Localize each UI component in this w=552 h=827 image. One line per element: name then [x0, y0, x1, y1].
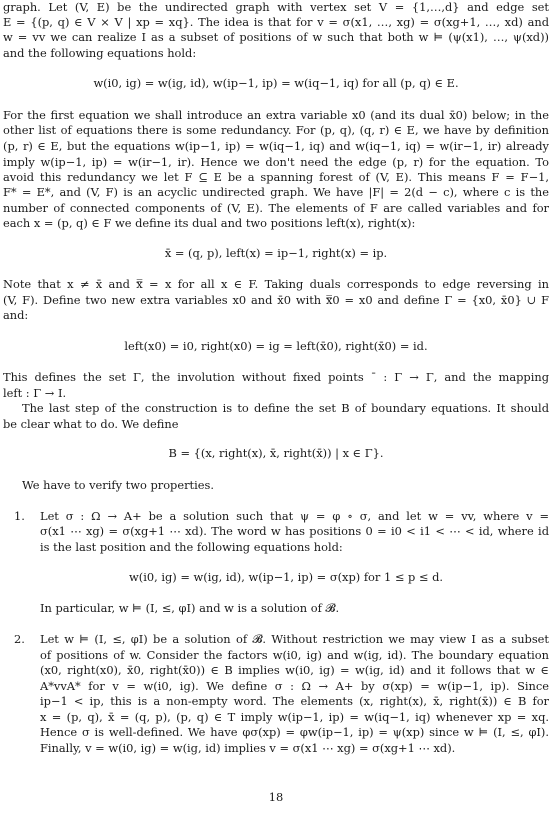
paragraph-line: The last step of the construction is to define the set B of boundary equations. It should — [22, 401, 549, 415]
list-item-line: In particular, w ⊨ (I, ≤, φI) and w is a solution of 𝓑. — [40, 601, 340, 615]
paragraph-line: left : Γ → I. — [3, 386, 67, 400]
paragraph-line: be clear what to do. We define — [3, 417, 179, 431]
paragraph-line: (p, r) ∈ E, but the equations w(ip−1, ip) = w(iq−1, iq) and w(iq−1, iq) = w(ir−1, ir) already — [3, 139, 549, 153]
list-item-line: Let σ : Ω → A+ be a solution such that ψ = φ ∘ σ, and let w = vv, where v = — [40, 509, 549, 523]
paragraph-line: F* = E*, and (V, F) is an acyclic undirected graph. We have |F| = 2(d − c), where c is the — [3, 185, 549, 199]
display-equation: x̄ = (q, p), left(x) = ip−1, right(x) = ip. — [164, 246, 388, 260]
paragraph-line: imply w(ip−1, ip) = w(ir−1, ir). Hence we don't need the edge (p, r) for the equation. To — [3, 155, 549, 169]
list-item-line: (x0, right(x0), x̄0, right(x̄0)) ∈ B implies w(i0, ig) = w(ig, id) and it follows that w ∈ — [40, 663, 549, 677]
display-equation: w(i0, ig) = w(ig, id), w(ip−1, ip) = σ(xp) for 1 ≤ p ≤ d. — [129, 570, 443, 584]
paragraph-line: w = vv we can realize I as a subset of positions of w such that both w ⊨ (ψ(x1), …, ψ(xd)) — [3, 30, 549, 44]
paragraph-line: E = {(p, q) ∈ V × V | xp = xq}. The idea is that for v = σ(x1, …, xg) = σ(xg+1, …, xd) and — [3, 15, 549, 29]
list-item-line: σ(x1 ⋯ xg) = σ(xg+1 ⋯ xd). The word w has positions 0 = i0 < i1 < ⋯ < id, where id — [40, 524, 549, 538]
list-item-line: ip−1 < ip, this is a non-empty word. The elements (x, right(x), x̄, right(x̄)) ∈ B for — [40, 694, 549, 708]
paragraph-line: (V, F). Define two new extra variables x0 and x̄0 with x̿0 = x0 and define Γ = {x0, x̄0} ∪ F — [3, 293, 549, 307]
list-item-line: of positions of w. Consider the factors w(i0, ig) and w(ig, id). The boundary equation — [40, 648, 549, 662]
list-item-number: 2. — [14, 632, 25, 646]
paragraph-line: number of connected components of (V, E). The elements of F are called variables and for — [3, 201, 549, 215]
paragraph-line: each x = (p, q) ∈ F we define its dual and two positions left(x), right(x): — [3, 216, 416, 230]
display-equation: B = {(x, right(x), x̄, right(x̄)) | x ∈ Γ}. — [168, 446, 384, 460]
paragraph-line: We have to verify two properties. — [22, 478, 214, 492]
list-item-line: Finally, v = w(i0, ig) = w(ig, id) implies v = σ(x1 ⋯ xg) = σ(xg+1 ⋯ xd). — [40, 741, 456, 755]
list-item-line: is the last position and the following equations hold: — [40, 540, 343, 554]
paragraph-line: graph. Let (V, E) be the undirected graph with vertex set V = {1,…,d} and edge set — [3, 0, 549, 14]
list-item-line: Let w ⊨ (I, ≤, φI) be a solution of 𝓑. Without restriction we may view I as a subset — [40, 632, 549, 646]
list-item-line: x = (p, q), x̄ = (q, p), (p, q) ∈ T imply w(ip−1, ip) = w(iq−1, iq) whenever xp = xq. — [40, 710, 549, 724]
list-item-line: A*vvA* for v = w(i0, ig). We define σ : Ω → A+ by σ(xp) = w(ip−1, ip). Since — [40, 679, 549, 693]
paragraph-line: other list of equations there is some redundancy. For (p, q), (q, r) ∈ E, we have by definition — [3, 123, 549, 137]
list-item-line: Hence σ is well-defined. We have φσ(xp) = φw(ip−1, ip) = ψ(xp) since w ⊨ (I, ≤, φI). — [40, 725, 549, 739]
paragraph-line: and the following equations hold: — [3, 46, 197, 60]
display-equation: left(x0) = i0, right(x0) = ig = left(x̄0), right(x̄0) = id. — [124, 339, 428, 353]
paragraph-line: For the first equation we shall introduce an extra variable x0 (and its dual x̄0) below; in the — [3, 108, 549, 122]
paragraph-line: avoid this redundancy we let F ⊆ E be a spanning forest of (V, E). This means F = F−1, — [3, 170, 549, 184]
paragraph-line: This defines the set Γ, the involution without fixed points ¯ : Γ → Γ, and the mapping — [3, 370, 549, 384]
page-number: 18 — [268, 790, 284, 804]
paragraph-line: and: — [3, 308, 29, 322]
paragraph-line: Note that x ≠ x̄ and x̿ = x for all x ∈ F. Taking duals corresponds to edge reversing in — [3, 277, 549, 291]
display-equation: w(i0, ig) = w(ig, id), w(ip−1, ip) = w(iq−1, iq) for all (p, q) ∈ E. — [93, 76, 459, 90]
list-item-number: 1. — [14, 509, 25, 523]
